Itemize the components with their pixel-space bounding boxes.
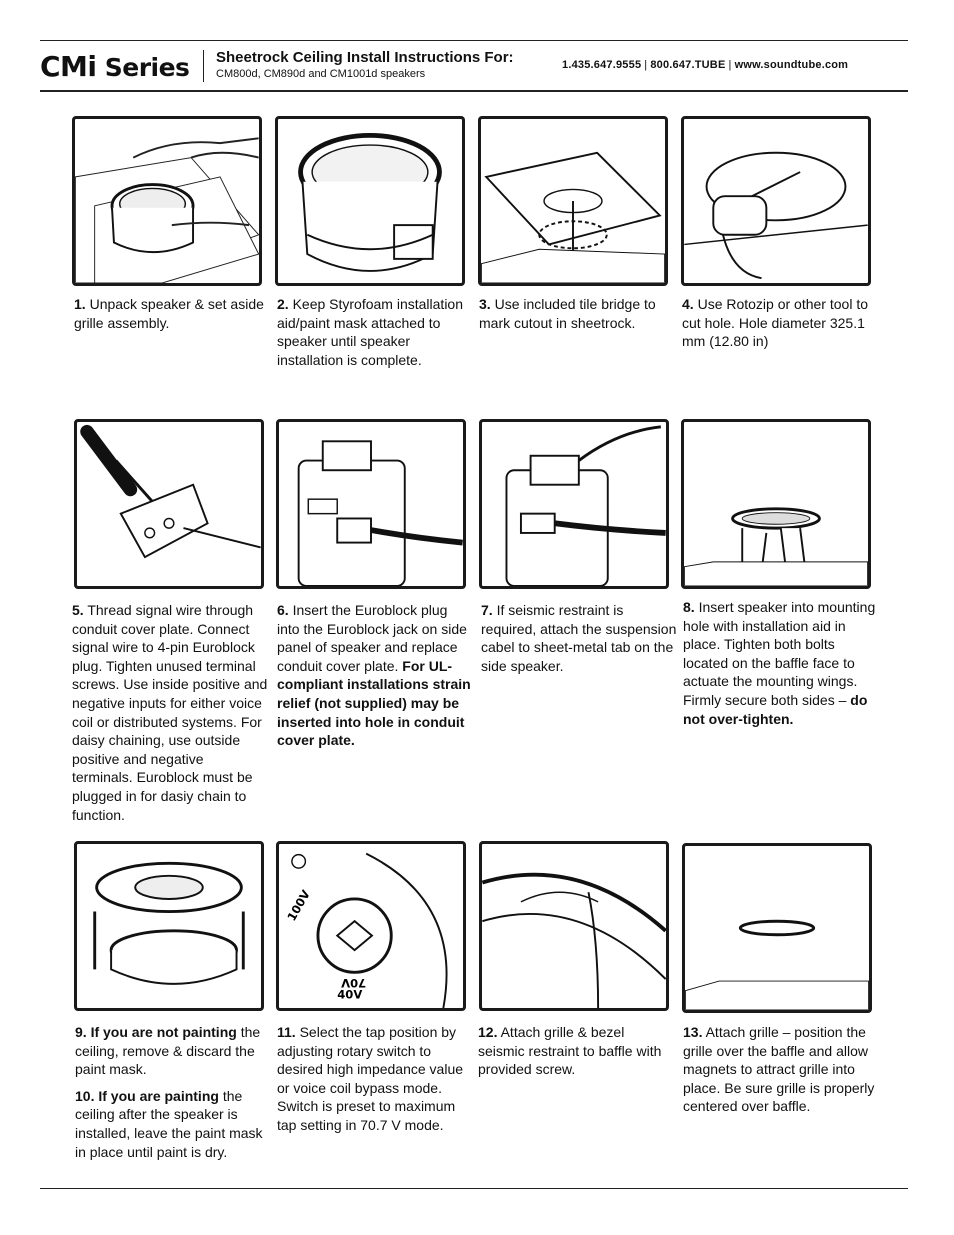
tap-40v-label: 40V [337, 987, 363, 1002]
step-10-text: 10. If you are painting the ceiling after the speaker is installed, leave the paint mask in place until paint is dry. [75, 1087, 263, 1160]
step-9-text: 9. If you are not painting the ceiling, remove & discard the paint mask. [75, 1024, 261, 1078]
step-2-illustration [275, 116, 465, 286]
header-top-rule [40, 40, 908, 41]
step-5-caption: 5. Thread signal wire through conduit cover plate. Connect signal wire to 4-pin Euroblock plug. Tighten unused terminal screws. Use inside positive and negative inputs for either voice coil or distributed systems. For daisy chaining, use outside positive and negative terminals. Euroblock must be plugged in for dasiy chain to function. [72, 602, 268, 823]
step-11-illustration [276, 841, 466, 1011]
contact-info: 1.435.647.9555 | 800.647.TUBE | www.soundtube.com [562, 59, 849, 71]
step-3-illustration [478, 116, 668, 286]
header-bottom-rule [40, 90, 908, 92]
tap-70v-label: 70V [341, 976, 367, 991]
step-2-caption: 2. Keep Styrofoam installation aid/paint mask attached to speaker until speaker installation is complete. [277, 296, 464, 368]
step-1-illustration [72, 116, 262, 286]
step-11-caption: 11. Select the tap position by adjusting rotary switch to desired high impedance value or voice coil bypass mode. Switch is preset to maximum tap setting in 70.7 V mode. [277, 1024, 464, 1133]
step-8-illustration [681, 419, 871, 589]
step-12-illustration [479, 841, 669, 1011]
step-8-caption: 8. Insert speaker into mounting hole with installation aid in place. Tighten both bolts located on the baffle face to actuate the mounting wings. Firmly secure both sides – do not over-tighten. [683, 599, 876, 727]
phone-number: 1.435.647.9555 [562, 59, 642, 71]
step-9-10-illustration [74, 841, 264, 1011]
step-3-caption: 3. Use included tile bridge to mark cutout in sheetrock. [479, 296, 656, 331]
step-5-illustration [74, 419, 264, 589]
tap-100v-label: 100V [284, 887, 313, 924]
step-4-illustration [681, 116, 871, 286]
step-6-illustration [276, 419, 466, 589]
step-6-caption: 6. Insert the Euroblock plug into the Euroblock jack on side panel of speaker and replace conduit cover plate. For UL-compliant installations strain relief (not supplied) may be inserted into hole in conduit cover plate. [277, 602, 471, 749]
step-1-caption: 1. Unpack speaker & set aside grille assembly. [74, 296, 264, 331]
step-13-illustration [682, 843, 872, 1013]
step-7-caption: 7. If seismic restraint is required, attach the suspension cabel to sheet-metal tab on the side speaker. [481, 602, 677, 674]
footer-rule [40, 1188, 908, 1189]
document-title: Sheetrock Ceiling Install Instructions For: [216, 49, 514, 66]
step-7-illustration [479, 419, 669, 589]
step-4-caption: 4. Use Rotozip or other tool to cut hole. Hole diameter 325.1 mm (12.80 in) [682, 296, 868, 350]
brand-logo: CMi Series [40, 50, 190, 83]
document-subtitle: CM800d, CM890d and CM1001d speakers [216, 68, 426, 80]
step-12-caption: 12. Attach grille & bezel seismic restraint to baffle with provided screw. [478, 1024, 662, 1078]
step-13-caption: 13. Attach grille – position the grille over the baffle and allow magnets to attract grille into place. Be sure grille is properly centered over baffle. [683, 1024, 875, 1115]
phone-number-alt: 800.647.TUBE [650, 59, 726, 71]
step-9-10-caption [75, 1023, 271, 1161]
website-link: www.soundtube.com [734, 59, 849, 71]
header-divider [203, 50, 204, 82]
